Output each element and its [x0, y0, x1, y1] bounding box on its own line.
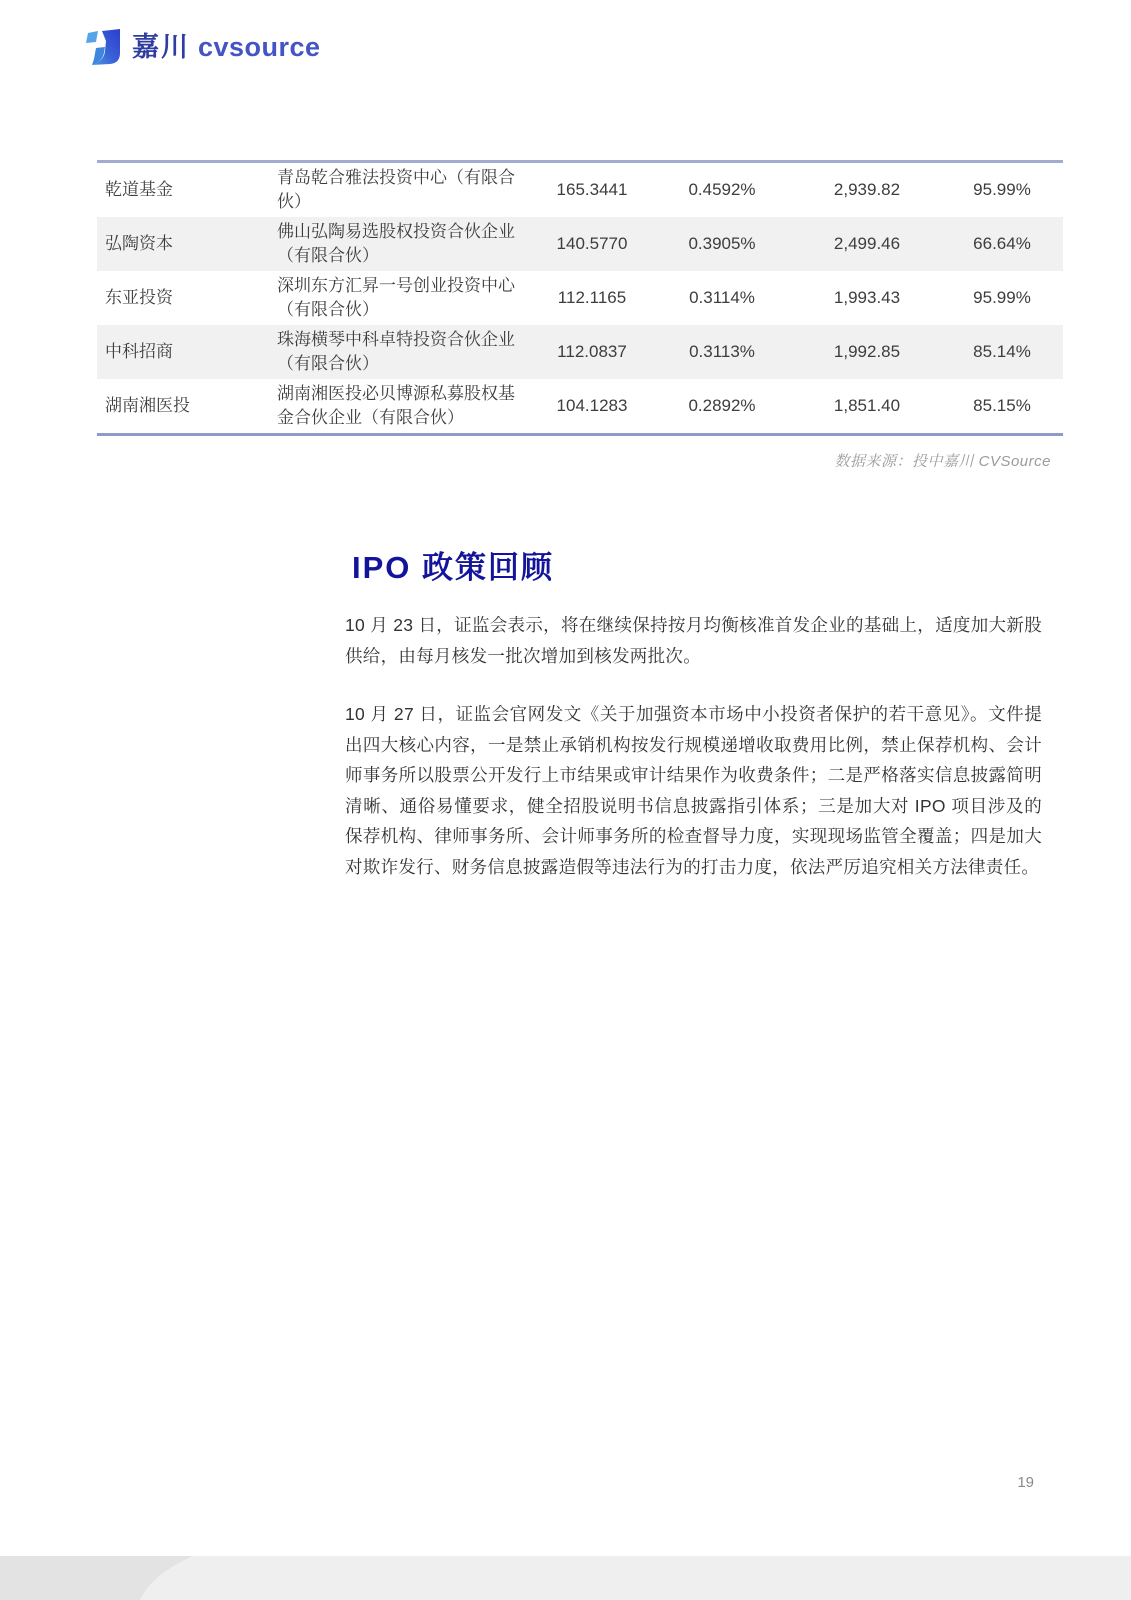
value-cell: 2,939.82	[833, 180, 901, 199]
table-row	[97, 162, 1063, 218]
table-row	[97, 271, 1063, 325]
ratio-cell: 85.15%	[973, 396, 1031, 415]
policy-paragraph: 10 月 23 日，证监会表示，将在继续保持按月均衡核准首发企业的基础上，适度加大新股供给，由每月核发一批次增加到核发两批次。	[345, 615, 1042, 666]
percent-cell: 0.2892%	[688, 396, 756, 415]
table-row	[97, 379, 1063, 435]
lp-fund-table	[97, 160, 1063, 436]
value-cell: 1,993.43	[833, 288, 901, 307]
org-name-cell: 乾道基金	[105, 180, 173, 199]
logo-text-en: cvsource	[198, 32, 321, 62]
value-cell: 2,499.46	[833, 234, 901, 253]
brand-logo	[84, 27, 321, 67]
ratio-cell: 85.14%	[973, 342, 1031, 361]
section-heading-ipo-policy: IPO 政策回顾	[352, 550, 555, 585]
data-source-note: 数据来源：投中嘉川 CVSource	[834, 453, 1051, 470]
ratio-cell: 66.64%	[973, 234, 1031, 253]
org-name-cell: 湖南湘医投	[105, 396, 190, 415]
table-row	[97, 325, 1063, 379]
value-cell: 1,851.40	[833, 396, 901, 415]
percent-cell: 0.3113%	[689, 342, 755, 361]
ratio-cell: 95.99%	[973, 180, 1031, 199]
cvsource-logo-icon	[84, 27, 124, 67]
fund-name-cell: 佛山弘陶易选股权投资合伙企业（有限合伙）	[277, 222, 515, 265]
amount-cell: 165.3441	[556, 180, 628, 199]
ratio-cell: 95.99%	[973, 288, 1031, 307]
footer-decoration-band	[0, 1556, 1131, 1600]
fund-name-cell: 深圳东方汇昇一号创业投资中心（有限合伙）	[277, 276, 515, 319]
fund-name-cell: 湖南湘医投必贝博源私募股权基金合伙企业（有限合伙）	[277, 384, 515, 427]
fund-name-cell: 珠海横琴中科卓特投资合伙企业（有限合伙）	[277, 330, 515, 373]
page-number: 19	[1017, 1474, 1034, 1491]
fund-name-cell: 青岛乾合雅法投资中心（有限合伙）	[277, 168, 515, 211]
policy-paragraph: 10 月 27 日，证监会官网发文《关于加强资本市场中小投资者保护的若干意见》。文件提出四大核心内容，一是禁止承销机构按发行规模递增收取费用比例，禁止保荐机构、会计师事务所以股票公开发行上市结果或审计结果作为收费条件；二是严格落实信息披露简明清晰、通俗易懂要求，健全招股说明书信息披露指引体系；三是加大对 IPO 项目涉及的保荐机构、律师事务所、会计师事务所的检查督导力度，实现现场监管全覆盖；四是加大对欺诈发行、财务信息披露造假等违法行为的打击力度，依法严厉追究相关方法律责任。	[345, 704, 1042, 877]
percent-cell: 0.3114%	[689, 288, 755, 307]
footer-wedge-shape	[0, 1556, 1131, 1600]
amount-cell: 140.5770	[556, 234, 628, 253]
org-name-cell: 东亚投资	[105, 288, 173, 307]
org-name-cell: 中科招商	[105, 342, 173, 361]
amount-cell: 104.1283	[556, 396, 628, 415]
logo-text-cn: 嘉川	[132, 32, 190, 62]
amount-cell: 112.0837	[557, 342, 627, 361]
percent-cell: 0.4592%	[688, 180, 756, 199]
value-cell: 1,992.85	[833, 342, 901, 361]
section-body	[345, 610, 1042, 882]
table-row	[97, 217, 1063, 271]
org-name-cell: 弘陶资本	[105, 234, 173, 253]
amount-cell: 112.1165	[557, 288, 627, 307]
percent-cell: 0.3905%	[688, 234, 756, 253]
